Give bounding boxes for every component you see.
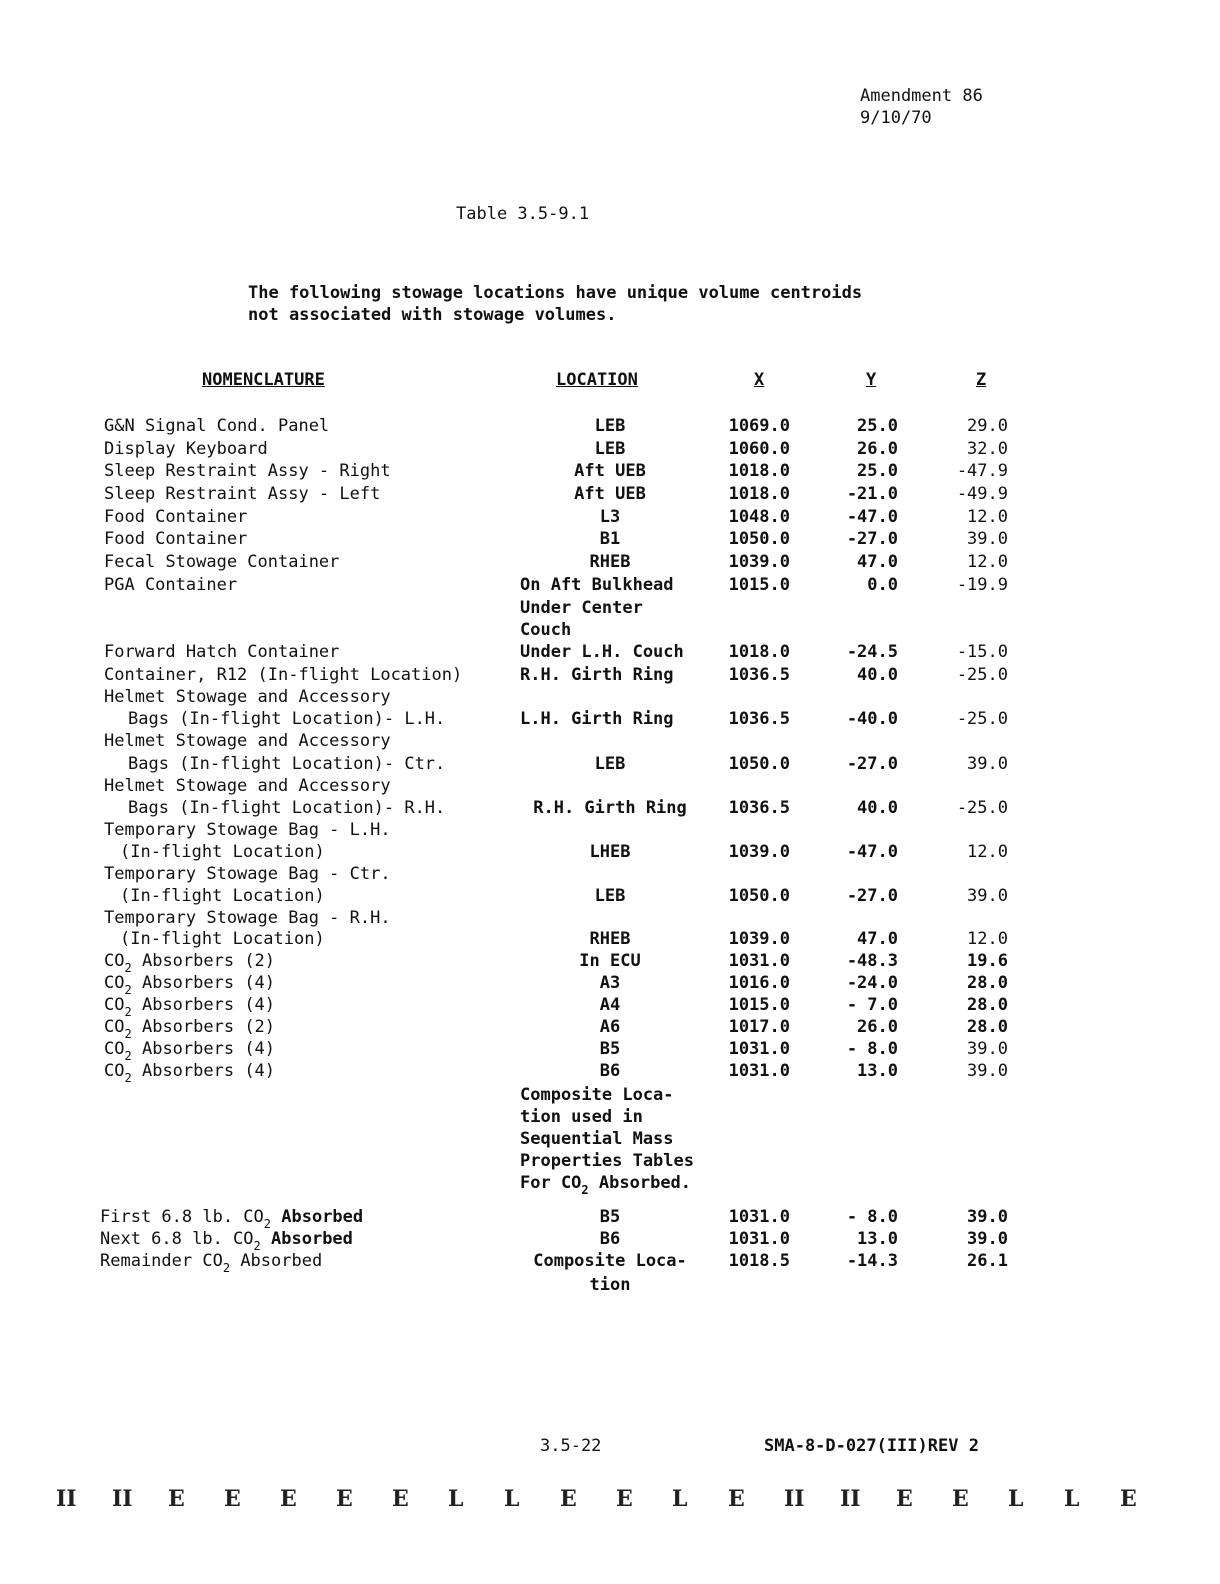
z-cell: -47.9	[956, 461, 1008, 481]
x-cell: 1016.0	[728, 973, 790, 993]
table-title: Table 3.5-9.1	[456, 204, 590, 224]
nomenclature-cell: Sleep Restraint Assy - Left	[104, 484, 381, 504]
z-cell: 26.1	[967, 1251, 1008, 1271]
location-cell: LEB	[594, 416, 626, 436]
y-cell: 25.0	[857, 461, 898, 481]
table-row	[0, 528, 1220, 550]
z-cell: 39.0	[967, 529, 1008, 549]
edge-mark: E	[560, 1486, 577, 1512]
y-cell: -47.0	[846, 507, 898, 527]
nomenclature-cell: Fecal Stowage Container	[104, 552, 340, 572]
location-cell: Composite Loca-	[520, 1085, 674, 1105]
y-cell: - 7.0	[846, 995, 898, 1015]
x-cell: 1060.0	[728, 439, 790, 459]
location-cell: L.H. Girth Ring	[520, 709, 674, 729]
z-cell: 12.0	[967, 507, 1008, 527]
nomenclature-cell: Helmet Stowage and Accessory	[104, 687, 391, 707]
z-cell: 39.0	[967, 1039, 1008, 1059]
x-cell: 1031.0	[728, 951, 790, 971]
nomenclature-cell: Container, R12 (In-flight Location)	[104, 665, 463, 685]
location-cell: In ECU	[579, 951, 641, 971]
z-cell: 39.0	[967, 1207, 1008, 1227]
nomenclature-cell: $CO_2$ Absorbers (4)	[104, 1061, 276, 1085]
y-cell: -47.0	[846, 842, 898, 862]
composite-note-line	[0, 1150, 1220, 1172]
z-cell: 19.6	[967, 951, 1008, 971]
table-row	[0, 641, 1220, 663]
y-cell: -48.3	[846, 951, 898, 971]
x-cell: 1050.0	[728, 529, 790, 549]
composite-note-line	[0, 1172, 1220, 1197]
edge-mark: II	[56, 1486, 77, 1512]
amendment-date: 9/10/70	[860, 108, 932, 128]
table-row-continuation	[0, 819, 1220, 841]
location-cell: B6	[599, 1229, 621, 1249]
table-row	[0, 950, 1220, 975]
location-cell: tion used in	[520, 1107, 643, 1127]
x-cell: 1031.0	[728, 1039, 790, 1059]
x-cell: 1031.0	[728, 1229, 790, 1249]
y-cell: -24.5	[846, 642, 898, 662]
edge-marks	[56, 1486, 1146, 1510]
x-cell: 1015.0	[728, 575, 790, 595]
y-cell: 26.0	[857, 1017, 898, 1037]
table-row	[0, 1228, 1220, 1253]
z-cell: 12.0	[967, 552, 1008, 572]
z-cell: 39.0	[967, 1061, 1008, 1081]
amendment-label: Amendment 86	[860, 86, 983, 106]
nomenclature-cell: $CO_2$ Absorbers (4)	[104, 995, 276, 1019]
edge-mark: L	[1008, 1486, 1024, 1512]
composite-note-line	[0, 1128, 1220, 1150]
nomenclature-cell: Food Container	[104, 529, 248, 549]
nomenclature-cell: (In-flight Location)	[120, 929, 325, 949]
table-row-continuation	[0, 730, 1220, 752]
z-cell: 28.0	[967, 1017, 1008, 1037]
location-cell: RHEB	[589, 929, 631, 949]
y-cell: -27.0	[846, 886, 898, 906]
table-row	[0, 664, 1220, 686]
y-cell: -40.0	[846, 709, 898, 729]
location-cell: B5	[599, 1039, 621, 1059]
location-cell: A3	[599, 973, 621, 993]
table-row	[0, 972, 1220, 997]
x-cell: 1048.0	[728, 507, 790, 527]
table-row	[0, 574, 1220, 596]
edge-mark: II	[840, 1486, 861, 1512]
col-header-nomenclature: NOMENCLATURE	[202, 370, 325, 390]
y-cell: 25.0	[857, 416, 898, 436]
table-row-continuation	[0, 1274, 1220, 1296]
location-cell: Composite Loca-	[533, 1251, 687, 1271]
y-cell: -27.0	[846, 754, 898, 774]
z-cell: 28.0	[967, 973, 1008, 993]
edge-mark: L	[448, 1486, 464, 1512]
table-row-continuation	[0, 775, 1220, 797]
nomenclature-cell: Bags (In-flight Location)- L.H.	[128, 709, 446, 729]
table-row	[0, 415, 1220, 437]
z-cell: 32.0	[967, 439, 1008, 459]
table-row	[0, 1060, 1220, 1085]
composite-note-line	[0, 1106, 1220, 1128]
table-row	[0, 1206, 1220, 1231]
location-cell: RHEB	[589, 552, 631, 572]
intro-line-1: The following stowage locations have unique volume centroids	[248, 283, 863, 303]
x-cell: 1017.0	[728, 1017, 790, 1037]
edge-mark: II	[784, 1486, 805, 1512]
location-cell: B6	[599, 1061, 621, 1081]
edge-mark: E	[728, 1486, 745, 1512]
x-cell: 1050.0	[728, 886, 790, 906]
edge-mark: E	[1120, 1486, 1137, 1512]
location-cell: Properties Tables	[520, 1151, 694, 1171]
nomenclature-cell: (In-flight Location)	[120, 842, 325, 862]
y-cell: 13.0	[857, 1061, 898, 1081]
location-cell: LEB	[594, 439, 626, 459]
y-cell: 40.0	[857, 665, 898, 685]
location-cell: R.H. Girth Ring	[533, 798, 687, 818]
location-cell: B5	[599, 1207, 621, 1227]
location-cell: On Aft Bulkhead	[520, 575, 674, 595]
z-cell: -49.9	[956, 484, 1008, 504]
x-cell: 1069.0	[728, 416, 790, 436]
nomenclature-cell: $CO_2$ Absorbers (4)	[104, 1039, 276, 1063]
table-row	[0, 928, 1220, 950]
z-cell: -25.0	[956, 798, 1008, 818]
document-id: SMA-8-D-027(III)REV 2	[764, 1436, 979, 1456]
nomenclature-cell: $CO_2$ Absorbers (4)	[104, 973, 276, 997]
page-number: 3.5-22	[540, 1436, 602, 1456]
edge-mark: E	[616, 1486, 633, 1512]
nomenclature-cell: Sleep Restraint Assy - Right	[104, 461, 391, 481]
composite-note-line	[0, 1084, 1220, 1106]
z-cell: -25.0	[956, 665, 1008, 685]
z-cell: 12.0	[967, 929, 1008, 949]
location-cell: Aft UEB	[574, 484, 646, 504]
table-row	[0, 885, 1220, 907]
nomenclature-cell: Remainder $CO_2$ Absorbed	[100, 1251, 323, 1275]
col-header-x: X	[754, 370, 765, 390]
z-cell: -19.9	[956, 575, 1008, 595]
x-cell: 1018.0	[728, 484, 790, 504]
edge-mark: L	[1064, 1486, 1080, 1512]
nomenclature-cell: $CO_2$ Absorbers (2)	[104, 1017, 276, 1041]
location-cell: Sequential Mass	[520, 1129, 674, 1149]
nomenclature-cell: Temporary Stowage Bag - Ctr.	[104, 864, 391, 884]
col-header-location: LOCATION	[556, 370, 638, 390]
location-cell: For $CO_2$ Absorbed.	[520, 1173, 692, 1197]
edge-mark: E	[224, 1486, 241, 1512]
nomenclature-cell: Food Container	[104, 507, 248, 527]
nomenclature-cell: Forward Hatch Container	[104, 642, 340, 662]
nomenclature-cell: PGA Container	[104, 575, 238, 595]
location-cell: B1	[599, 529, 621, 549]
edge-mark: L	[504, 1486, 520, 1512]
nomenclature-cell: $CO_2$ Absorbers (2)	[104, 951, 276, 975]
table-row	[0, 1250, 1220, 1275]
table-row-continuation	[0, 907, 1220, 929]
location-cell: R.H. Girth Ring	[520, 665, 674, 685]
table-row-continuation	[0, 686, 1220, 708]
location-cell: LHEB	[589, 842, 631, 862]
x-cell: 1031.0	[728, 1207, 790, 1227]
z-cell: -25.0	[956, 709, 1008, 729]
nomenclature-cell: Temporary Stowage Bag - R.H.	[104, 908, 391, 928]
table-row-continuation	[0, 619, 1220, 641]
y-cell: -14.3	[846, 1251, 898, 1271]
table-row-continuation	[0, 597, 1220, 619]
nomenclature-cell: Temporary Stowage Bag - L.H.	[104, 820, 391, 840]
table-row	[0, 438, 1220, 460]
location-cell: L3	[599, 507, 621, 527]
intro-line-2: not associated with stowage volumes.	[248, 305, 617, 325]
edge-mark: E	[392, 1486, 409, 1512]
x-cell: 1039.0	[728, 842, 790, 862]
table-row	[0, 506, 1220, 528]
x-cell: 1050.0	[728, 754, 790, 774]
edge-mark: E	[896, 1486, 913, 1512]
location-cell: A6	[599, 1017, 621, 1037]
location-cell: tion	[589, 1275, 631, 1295]
edge-mark: E	[336, 1486, 353, 1512]
y-cell: - 8.0	[846, 1207, 898, 1227]
edge-mark: E	[952, 1486, 969, 1512]
location-cell: Couch	[520, 620, 572, 640]
location-cell: Under L.H. Couch	[520, 642, 684, 662]
table-row	[0, 994, 1220, 1019]
y-cell: 40.0	[857, 798, 898, 818]
nomenclature-cell: Helmet Stowage and Accessory	[104, 731, 391, 751]
nomenclature-cell: First 6.8 lb. $CO_2$ Absorbed	[100, 1207, 364, 1231]
nomenclature-cell: Next 6.8 lb. $CO_2$ Absorbed	[100, 1229, 353, 1253]
location-cell: LEB	[594, 886, 626, 906]
location-cell: A4	[599, 995, 621, 1015]
nomenclature-cell: Display Keyboard	[104, 439, 268, 459]
y-cell: 13.0	[857, 1229, 898, 1249]
table-row	[0, 460, 1220, 482]
table-row	[0, 841, 1220, 863]
nomenclature-cell: Bags (In-flight Location)- R.H.	[128, 798, 446, 818]
table-row	[0, 1038, 1220, 1063]
location-cell: Under Center	[520, 598, 643, 618]
y-cell: 47.0	[857, 552, 898, 572]
edge-mark: II	[112, 1486, 133, 1512]
nomenclature-cell: G&N Signal Cond. Panel	[104, 416, 330, 436]
col-header-z: Z	[976, 370, 987, 390]
x-cell: 1036.5	[728, 665, 790, 685]
z-cell: -15.0	[956, 642, 1008, 662]
y-cell: -21.0	[846, 484, 898, 504]
x-cell: 1039.0	[728, 552, 790, 572]
y-cell: - 8.0	[846, 1039, 898, 1059]
x-cell: 1018.5	[728, 1251, 790, 1271]
table-row	[0, 1016, 1220, 1041]
edge-mark: L	[672, 1486, 688, 1512]
table-row	[0, 551, 1220, 573]
z-cell: 39.0	[967, 1229, 1008, 1249]
nomenclature-cell: (In-flight Location)	[120, 886, 325, 906]
location-cell: Aft UEB	[574, 461, 646, 481]
y-cell: -24.0	[846, 973, 898, 993]
z-cell: 29.0	[967, 416, 1008, 436]
y-cell: 0.0	[867, 575, 898, 595]
col-header-y: Y	[866, 370, 877, 390]
x-cell: 1031.0	[728, 1061, 790, 1081]
edge-mark: E	[168, 1486, 185, 1512]
table-row	[0, 753, 1220, 775]
y-cell: 26.0	[857, 439, 898, 459]
z-cell: 12.0	[967, 842, 1008, 862]
location-cell: LEB	[594, 754, 626, 774]
y-cell: 47.0	[857, 929, 898, 949]
table-row	[0, 708, 1220, 730]
x-cell: 1039.0	[728, 929, 790, 949]
table-row-continuation	[0, 863, 1220, 885]
nomenclature-cell: Helmet Stowage and Accessory	[104, 776, 391, 796]
edge-mark: E	[280, 1486, 297, 1512]
table-row	[0, 483, 1220, 505]
table-row	[0, 797, 1220, 819]
x-cell: 1036.5	[728, 798, 790, 818]
x-cell: 1018.0	[728, 461, 790, 481]
z-cell: 39.0	[967, 886, 1008, 906]
x-cell: 1018.0	[728, 642, 790, 662]
z-cell: 28.0	[967, 995, 1008, 1015]
nomenclature-cell: Bags (In-flight Location)- Ctr.	[128, 754, 446, 774]
y-cell: -27.0	[846, 529, 898, 549]
x-cell: 1015.0	[728, 995, 790, 1015]
x-cell: 1036.5	[728, 709, 790, 729]
z-cell: 39.0	[967, 754, 1008, 774]
